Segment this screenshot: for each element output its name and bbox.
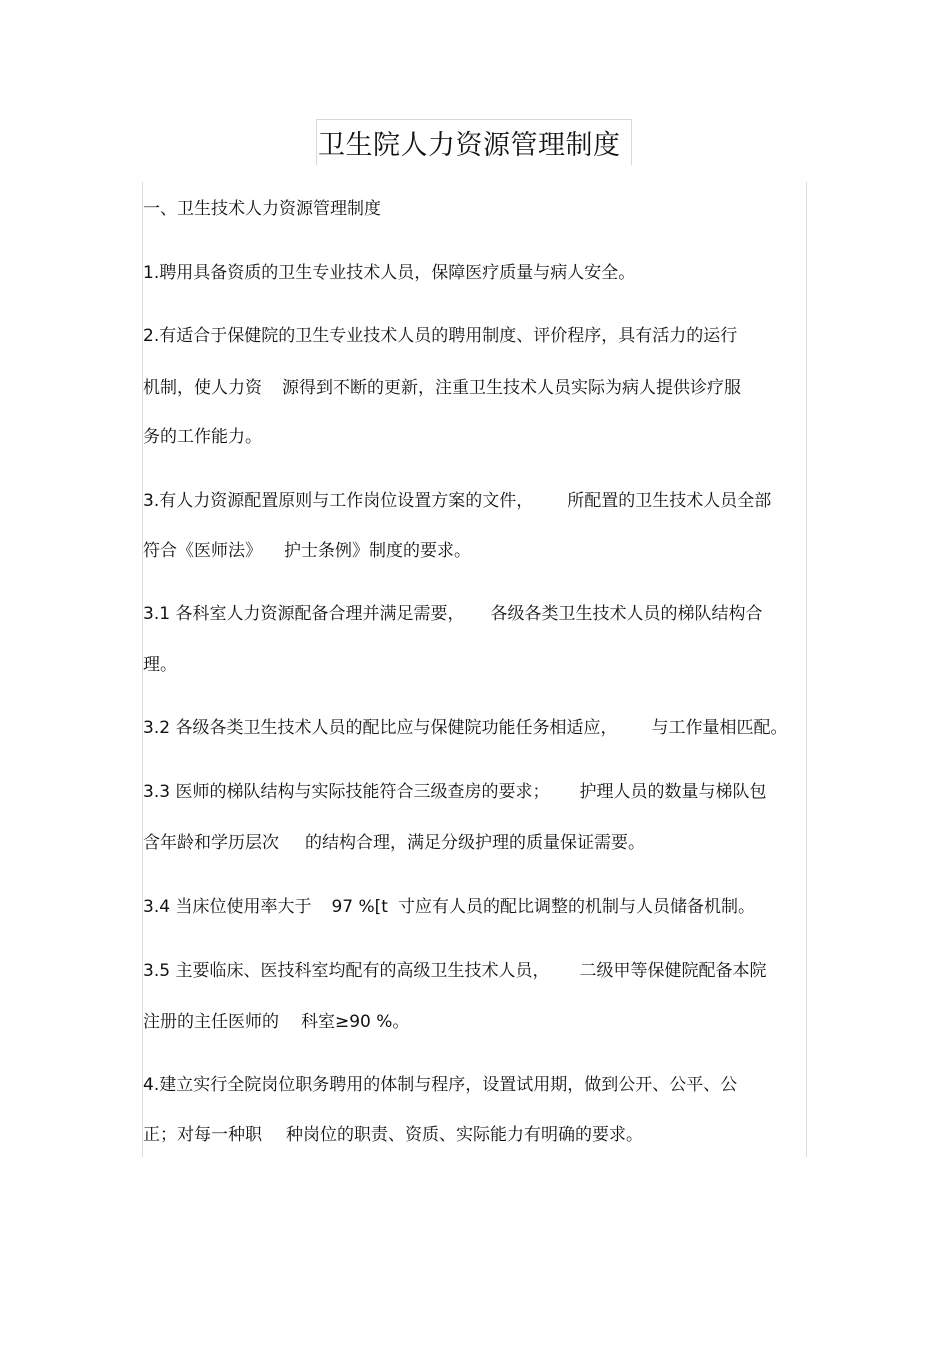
section-heading: 一、卫生技术人力资源管理制度 [143, 199, 381, 219]
paragraph-3-5-line-2: 注册的主任医师的 科室≥90 %。 [143, 1012, 410, 1032]
document-title: 卫生院人力资源管理制度 [318, 130, 621, 161]
paragraph-3-4: 3.4 当床位使用率大于 97 %[t 寸应有人员的配比调整的机制与人员储备机制。 [143, 897, 755, 917]
paragraph-2-line-2: 机制，使人力资 源得到不断的更新，注重卫生技术人员实际为病人提供诊疗服 [143, 378, 741, 398]
paragraph-4-line-1: 4.建立实行全院岗位职务聘用的体制与程序，设置试用期，做到公开、公平、公 [143, 1075, 738, 1095]
paragraph-2-line-1: 2.有适合于保健院的卫生专业技术人员的聘用制度、评价程序，具有活力的运行 [143, 326, 738, 346]
paragraph-3-1-line-2: 理。 [143, 655, 177, 675]
paragraph-3-2: 3.2 各级各类卫生技术人员的配比应与保健院功能任务相适应， 与工作量相匹配。 [143, 718, 788, 738]
paragraph-4-line-2: 正；对每一种职 种岗位的职责、资质、实际能力有明确的要求。 [143, 1125, 643, 1145]
paragraph-3-5-line-1: 3.5 主要临床、医技科室均配有的高级卫生技术人员， 二级甲等保健院配备本院 [143, 961, 767, 981]
paragraph-3-3-line-2: 含年龄和学历层次 的结构合理，满足分级护理的质量保证需要。 [143, 833, 645, 853]
paragraph-2-line-3: 务的工作能力。 [143, 427, 262, 447]
paragraph-1: 1.聘用具备资质的卫生专业技术人员，保障医疗质量与病人安全。 [143, 263, 636, 283]
paragraph-3-line-2: 符合《医师法》 护士条例》制度的要求。 [143, 541, 471, 561]
paragraph-3-3-line-1: 3.3 医师的梯队结构与实际技能符合三级查房的要求； 护理人员的数量与梯队包 [143, 782, 767, 802]
paragraph-3-1-line-1: 3.1 各科室人力资源配备合理并满足需要， 各级各类卫生技术人员的梯队结构合 [143, 604, 763, 624]
paragraph-3-line-1: 3.有人力资源配置原则与工作岗位设置方案的文件， 所配置的卫生技术人员全部 [143, 491, 772, 511]
